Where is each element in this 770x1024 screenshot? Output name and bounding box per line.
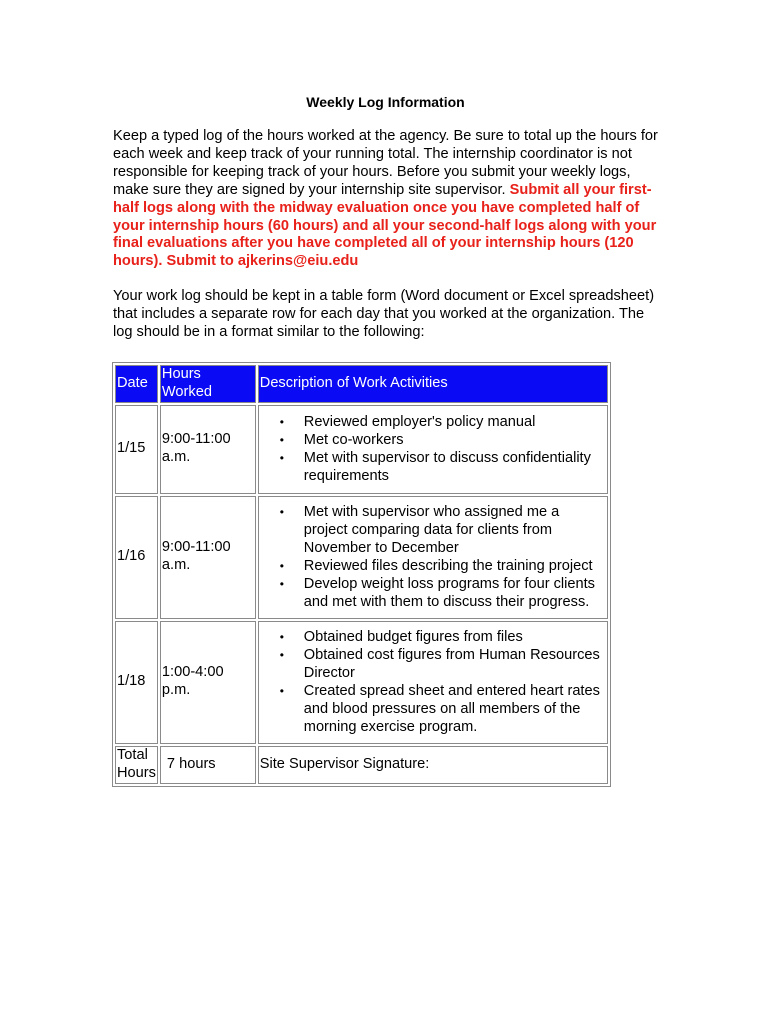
activity-list (260, 629, 606, 736)
list-item: • Obtained cost figures from Human Resources Director (304, 647, 606, 683)
total-label: Total Hours (115, 746, 158, 784)
row-hours: 9:00-11:00 a.m. (160, 496, 256, 619)
total-hours: 7 hours (160, 746, 256, 784)
intro-paragraph (113, 128, 658, 271)
activity-list (260, 504, 606, 611)
header-date: Date (115, 365, 158, 403)
header-description: Description of Work Activities (258, 365, 608, 403)
row-date: 1/15 (115, 405, 158, 494)
list-item: • Met co-workers (304, 432, 606, 450)
list-item: • Met with supervisor to discuss confidentiality requirements (304, 450, 606, 486)
row-description (258, 621, 608, 744)
total-row (115, 746, 608, 784)
row-hours: 9:00-11:00 a.m. (160, 405, 256, 494)
activity-list (260, 414, 606, 486)
table-row (115, 405, 608, 494)
row-description (258, 405, 608, 494)
document-page (113, 92, 658, 787)
header-hours: Hours Worked (160, 365, 256, 403)
table-header-row (115, 365, 608, 403)
work-log-table (112, 362, 611, 787)
table-row (115, 496, 608, 619)
page-title: Weekly Log Information (306, 94, 465, 110)
list-item: • Develop weight loss programs for four clients and met with them to discuss their progress. (304, 576, 606, 612)
list-item: • Met with supervisor who assigned me a project comparing data for clients from November to December (304, 504, 606, 558)
row-date: 1/18 (115, 621, 158, 744)
table-row (115, 621, 608, 744)
format-paragraph: Your work log should be kept in a table form (Word document or Excel spreadsheet) that includes a separate row for each day that you worked at the organization. The log should be in a format similar to the following: (113, 288, 655, 341)
signature-label: Site Supervisor Signature: (258, 746, 608, 784)
intro-text: Keep a typed log of the hours worked at the agency. Be sure to total up the hours for each week and keep track of your running total. The internship coordinator is not responsible for keeping track of your hours. Before you submit your weekly logs, make sure they are signed by your internship site supervisor. (113, 128, 658, 198)
row-hours: 1:00-4:00 p.m. (160, 621, 256, 744)
list-item: • Reviewed files describing the training project (304, 558, 606, 576)
row-description (258, 496, 608, 619)
submission-instructions: Submit all your first-half logs along with the midway evaluation once you have completed half of your internship hours (60 hours) and all your second-half logs along with your final evaluations after you have completed all of your internship hours (120 hours). Submit to ajkerins@eiu.edu (113, 181, 657, 270)
list-item: • Obtained budget figures from files (304, 629, 606, 647)
row-date: 1/16 (115, 496, 158, 619)
list-item: • Reviewed employer's policy manual (304, 414, 606, 432)
list-item: • Created spread sheet and entered heart rates and blood pressures on all members of the morning exercise program. (304, 683, 606, 737)
